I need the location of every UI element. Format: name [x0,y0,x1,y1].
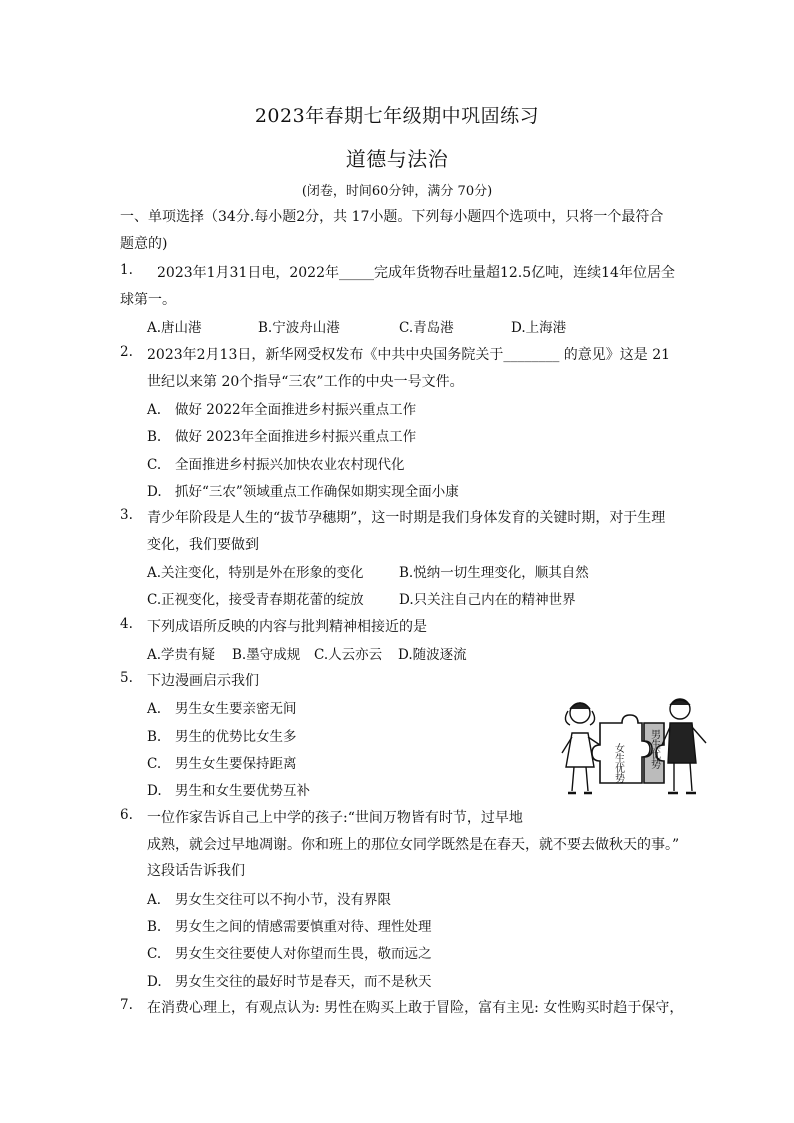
q4-text-line1: 下列成语所反映的内容与批判精神相接近的是 [147,619,427,635]
q3-option-d: D.只关注自己内在的精神世界 [399,592,576,608]
q3-number: 3. [120,507,133,523]
q4-option-c: C.人云亦云 [314,647,383,663]
q2-number: 2. [120,344,133,360]
q1-option-d: D.上海港 [511,320,567,336]
q2-option-b: B. 做好 2023年全面推进乡村振兴重点工作 [147,429,417,445]
q4-number: 4. [120,616,133,632]
q6-text-line3: 这段话告诉我们 [147,863,245,879]
q6-number: 6. [120,807,133,823]
q1-text-line1: 2023年1月31日电，2022年_____完成年货物吞吐量超12.5亿吨，连续14年位居全 [157,265,675,281]
q6-option-c: C. 男女生交往要使人对你望而生畏，敬而远之 [147,946,432,962]
q3-text-line2: 变化，我们要做到 [147,537,259,553]
q3-option-c: C.正视变化，接受青春期花蕾的绽放 [147,592,364,608]
q2-text-line2: 世纪以来第 20个指导“三农”工作的中央一号文件。 [147,374,464,390]
q1-number: 1. [120,262,133,278]
q6-option-b: B. 男女生之间的情感需要慎重对待、理性处理 [147,919,432,935]
q5-option-b: B. 男生的优势比女生多 [147,729,297,745]
section-heading-line2: 题意的) [120,236,168,252]
q1-option-a: A.唐山港 [147,320,202,336]
q2-text-line1: 2023年2月13日，新华网受权发布《中共中央国务院关于________ 的意见》这是 21 [147,347,671,363]
q6-text-line2: 成熟，就会过早地凋谢。你和班上的那位女同学既然是在春天，就不要去做秋天的事。” [147,837,680,853]
q1-text-line2: 球第一。 [120,292,176,308]
exam-title: 2023年春期七年级期中巩固练习 [254,105,540,127]
q5-option-d: D. 男生和女生要优势互补 [147,783,310,799]
q3-option-a: A.关注变化，特别是外在形象的变化 [147,565,364,581]
q4-option-a: A.学贵有疑 [147,647,216,663]
q6-option-a: A． 男女生交往可以不拘小节，没有界限 [147,892,391,908]
exam-subject: 道德与法治 [345,147,449,171]
q2-option-a: A. 做好 2022年全面推进乡村振兴重点工作 [147,402,417,418]
q5-text-line1: 下边漫画启示我们 [147,673,259,689]
q5-option-c: C. 男生女生要保持距离 [147,756,297,772]
q2-option-d: D. 抓好“三农”领域重点工作确保如期实现全面小康 [147,484,459,500]
q3-option-b: B.悦纳一切生理变化，顺其自然 [399,565,589,581]
q6-text-line1: 一位作家告诉自己上中学的孩子:“世间万物皆有时节，过早地 [147,810,523,826]
q5-option-a: A. 男生女生要亲密无间 [147,701,297,717]
cartoon-right-label: 男生优势 [648,729,660,769]
section-heading-line1: 一、单项选择（34分.每小题2分，共 17小题。下列每小题四个选项中，只将一个最符合 [120,209,664,225]
q3-text-line1: 青少年阶段是人生的“拔节孕穗期”，这一时期是我们身体发育的关键时期，对于生理 [147,510,666,526]
q4-option-d: D.随波逐流 [398,647,467,663]
cartoon-left-label: 女生优势 [612,743,624,783]
q7-text-line1: 在消费心理上，有观点认为: 男性在购买上敢于冒险，富有主见: 女性购买时趋于保守， [147,1000,684,1016]
q4-option-b: B.墨守成规 [232,647,301,663]
q1-option-b: B.宁波舟山港 [258,320,340,336]
q2-option-c: C. 全面推进乡村振兴加快农业农村现代化 [147,457,405,473]
q7-number: 7. [120,997,133,1013]
cartoon-illustration [556,693,714,805]
q1-option-c: C.青岛港 [399,320,454,336]
q5-number: 5. [120,670,133,686]
exam-note: (闭卷，时间60分钟，满分 70分) [301,184,493,199]
boy-figure [662,699,706,793]
q6-option-d: D. 男女生交往的最好时节是春天，而不是秋天 [147,974,432,990]
